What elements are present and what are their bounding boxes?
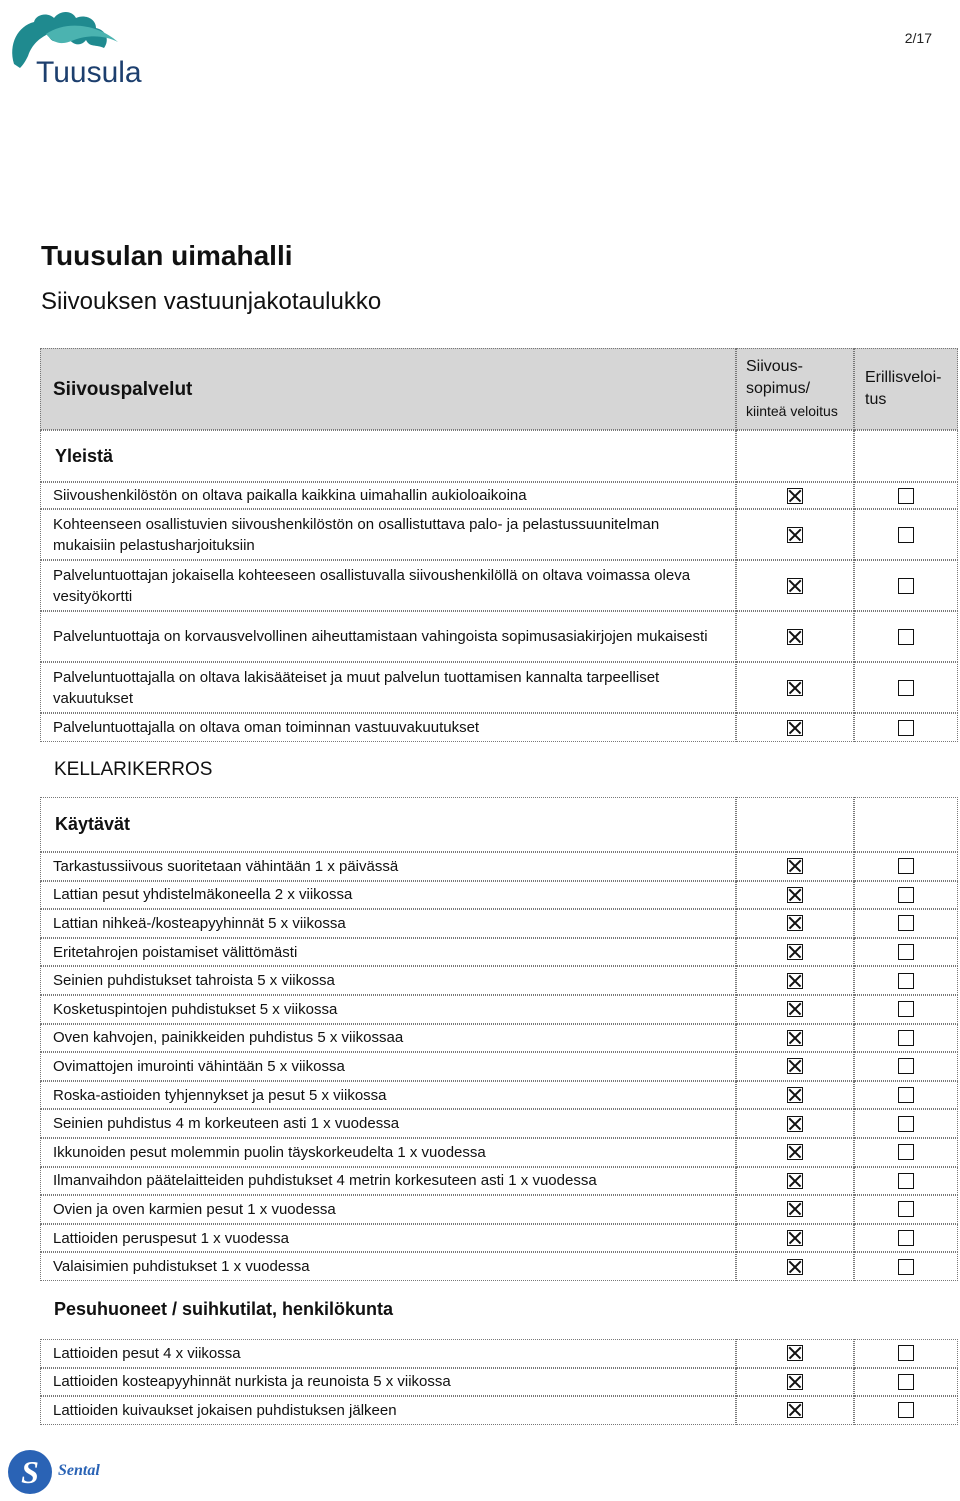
checked-box-icon[interactable] bbox=[787, 915, 803, 931]
checked-box-icon[interactable] bbox=[787, 1173, 803, 1189]
table-row bbox=[40, 966, 958, 995]
table-row bbox=[40, 1195, 958, 1224]
contract-cell bbox=[736, 1339, 854, 1368]
washroom-rows bbox=[40, 1339, 958, 1425]
contract-cell bbox=[736, 611, 854, 662]
checked-box-icon[interactable] bbox=[787, 1402, 803, 1418]
checked-box-icon[interactable] bbox=[787, 1201, 803, 1217]
task-description: Lattioiden peruspesut 1 x vuodessa bbox=[40, 1224, 736, 1253]
separate-cell bbox=[854, 909, 958, 938]
task-description: Kohteenseen osallistuvien siivoushenkilöstön on osallistuttava palo- ja pelastussuunitelman mukaisiin pelastusharjoituksiin bbox=[40, 509, 736, 560]
checked-box-icon[interactable] bbox=[787, 527, 803, 543]
empty-box-icon[interactable] bbox=[898, 1402, 914, 1418]
table-row bbox=[40, 1024, 958, 1053]
contract-header-line1: Siivous- bbox=[746, 358, 803, 375]
task-description: Lattian nihkeä-/kosteapyyhinnät 5 x viikossa bbox=[40, 909, 736, 938]
checked-box-icon[interactable] bbox=[787, 1087, 803, 1103]
task-description: Eritetahrojen poistamiset välittömästi bbox=[40, 938, 736, 967]
section-row-washrooms bbox=[40, 1281, 958, 1339]
checked-box-icon[interactable] bbox=[787, 1030, 803, 1046]
task-description: Palveluntuottajalla on oltava lakisääteiset ja muut palvelun tuottamisen kannalta tarpeelliset vakuutukset bbox=[40, 662, 736, 713]
empty-cell bbox=[736, 1281, 854, 1339]
empty-cell bbox=[854, 797, 958, 852]
empty-box-icon[interactable] bbox=[898, 1345, 914, 1361]
separate-cell bbox=[854, 1396, 958, 1425]
separate-cell bbox=[854, 1252, 958, 1281]
contract-cell bbox=[736, 1368, 854, 1397]
contract-cell bbox=[736, 662, 854, 713]
checked-box-icon[interactable] bbox=[787, 1374, 803, 1390]
checked-box-icon[interactable] bbox=[787, 1058, 803, 1074]
empty-box-icon[interactable] bbox=[898, 488, 914, 504]
separate-cell bbox=[854, 1224, 958, 1253]
separate-cell bbox=[854, 482, 958, 509]
section-row-general bbox=[40, 430, 958, 482]
separate-cell bbox=[854, 611, 958, 662]
checked-box-icon[interactable] bbox=[787, 720, 803, 736]
table-row bbox=[40, 909, 958, 938]
separate-cell bbox=[854, 1024, 958, 1053]
task-description: Palveluntuottaja on korvausvelvollinen aiheuttamistaan vahingoista sopimusasiakirjojen mukaisesti bbox=[40, 611, 736, 662]
empty-box-icon[interactable] bbox=[898, 527, 914, 543]
separate-cell bbox=[854, 852, 958, 881]
contract-cell bbox=[736, 1052, 854, 1081]
empty-box-icon[interactable] bbox=[898, 680, 914, 696]
checked-box-icon[interactable] bbox=[787, 1001, 803, 1017]
contract-cell bbox=[736, 1224, 854, 1253]
task-description: Tarkastussiivous suoritetaan vähintään 1 x päivässä bbox=[40, 852, 736, 881]
sental-logo-letter: S bbox=[21, 1453, 39, 1490]
task-description: Valaisimien puhdistukset 1 x vuodessa bbox=[40, 1252, 736, 1281]
table-row bbox=[40, 1167, 958, 1196]
contract-cell bbox=[736, 938, 854, 967]
separate-cell bbox=[854, 1109, 958, 1138]
contract-cell bbox=[736, 509, 854, 560]
task-description: Ovien ja oven karmien pesut 1 x vuodessa bbox=[40, 1195, 736, 1224]
task-description: Lattioiden pesut 4 x viikossa bbox=[40, 1339, 736, 1368]
separate-cell bbox=[854, 1368, 958, 1397]
separate-cell bbox=[854, 881, 958, 910]
empty-box-icon[interactable] bbox=[898, 1030, 914, 1046]
separate-column-header: Erillisveloi-tus bbox=[854, 348, 958, 430]
task-description: Roska-astioiden tyhjennykset ja pesut 5 x viikossa bbox=[40, 1081, 736, 1110]
separate-cell bbox=[854, 938, 958, 967]
empty-cell bbox=[736, 742, 854, 797]
task-description: Lattian pesut yhdistelmäkoneella 2 x viikossa bbox=[40, 881, 736, 910]
table-row bbox=[40, 1052, 958, 1081]
table-header-row bbox=[40, 348, 958, 430]
empty-box-icon[interactable] bbox=[898, 973, 914, 989]
task-description: Lattioiden kuivaukset jokaisen puhdistuksen jälkeen bbox=[40, 1396, 736, 1425]
contract-cell bbox=[736, 1024, 854, 1053]
table-row bbox=[40, 482, 958, 509]
checked-box-icon[interactable] bbox=[787, 1345, 803, 1361]
checked-box-icon[interactable] bbox=[787, 1230, 803, 1246]
section-title: Pesuhuoneet / suihkutilat, henkilökunta bbox=[54, 1299, 394, 1320]
table-row bbox=[40, 509, 958, 560]
logo-text: Tuusula bbox=[36, 56, 142, 89]
task-description: Seinien puhdistus 4 m korkeuteen asti 1 x vuodessa bbox=[40, 1109, 736, 1138]
empty-box-icon[interactable] bbox=[898, 720, 914, 736]
checked-box-icon[interactable] bbox=[787, 578, 803, 594]
checked-box-icon[interactable] bbox=[787, 680, 803, 696]
contract-cell bbox=[736, 1167, 854, 1196]
table-row bbox=[40, 1339, 958, 1368]
sental-s-icon bbox=[8, 1450, 52, 1494]
floor-row-basement bbox=[40, 742, 958, 797]
table-row bbox=[40, 995, 958, 1024]
contract-column-header bbox=[736, 348, 854, 430]
separate-cell bbox=[854, 509, 958, 560]
separate-cell bbox=[854, 662, 958, 713]
table-row bbox=[40, 1109, 958, 1138]
task-description: Ilmanvaihdon päätelaitteiden puhdistukset 4 metrin korkesuteen asti 1 x vuodessa bbox=[40, 1167, 736, 1196]
empty-box-icon[interactable] bbox=[898, 1144, 914, 1160]
section-row-corridors bbox=[40, 797, 958, 852]
checked-box-icon[interactable] bbox=[787, 1116, 803, 1132]
page-title: Tuusulan uimahalli bbox=[41, 240, 293, 271]
separate-cell bbox=[854, 1138, 958, 1167]
table-row bbox=[40, 560, 958, 611]
checked-box-icon[interactable] bbox=[787, 973, 803, 989]
task-description: Ovimattojen imurointi vähintään 5 x viikossa bbox=[40, 1052, 736, 1081]
contract-header-line3: kiinteä veloitus bbox=[746, 403, 838, 419]
separate-cell bbox=[854, 966, 958, 995]
services-header: Siivouspalvelut bbox=[40, 348, 736, 430]
sental-logo-text: Sental bbox=[58, 1462, 100, 1479]
empty-cell bbox=[736, 797, 854, 852]
contract-cell bbox=[736, 1252, 854, 1281]
page-subtitle: Siivouksen vastuunjakotaulukko bbox=[41, 288, 382, 315]
task-description: Siivoushenkilöstön on oltava paikalla kaikkina uimahallin aukioloaikoina bbox=[40, 482, 736, 509]
task-description: Palveluntuottajalla on oltava oman toiminnan vastuuvakuutukset bbox=[40, 713, 736, 742]
task-description: Kosketuspintojen puhdistukset 5 x viikossa bbox=[40, 995, 736, 1024]
empty-cell bbox=[854, 742, 958, 797]
task-description: Lattioiden kosteapyyhinnät nurkista ja reunoista 5 x viikossa bbox=[40, 1368, 736, 1397]
contract-cell bbox=[736, 995, 854, 1024]
task-description: Oven kahvojen, painikkeiden puhdistus 5 x viikossaa bbox=[40, 1024, 736, 1053]
contract-cell bbox=[736, 966, 854, 995]
empty-box-icon[interactable] bbox=[898, 1087, 914, 1103]
table-row bbox=[40, 881, 958, 910]
sental-logo bbox=[8, 1450, 128, 1496]
corridor-rows bbox=[40, 852, 958, 1281]
table-row bbox=[40, 852, 958, 881]
empty-box-icon[interactable] bbox=[898, 1058, 914, 1074]
table-row bbox=[40, 1224, 958, 1253]
contract-cell bbox=[736, 909, 854, 938]
task-description: Seinien puhdistukset tahroista 5 x viikossa bbox=[40, 966, 736, 995]
empty-box-icon[interactable] bbox=[898, 887, 914, 903]
checked-box-icon[interactable] bbox=[787, 944, 803, 960]
empty-cell bbox=[854, 430, 958, 482]
empty-box-icon[interactable] bbox=[898, 578, 914, 594]
separate-cell bbox=[854, 713, 958, 742]
table-row bbox=[40, 662, 958, 713]
checked-box-icon[interactable] bbox=[787, 1259, 803, 1275]
empty-box-icon[interactable] bbox=[898, 944, 914, 960]
empty-box-icon[interactable] bbox=[898, 1116, 914, 1132]
empty-box-icon[interactable] bbox=[898, 915, 914, 931]
empty-box-icon[interactable] bbox=[898, 1201, 914, 1217]
page-number: 2/17 bbox=[904, 30, 932, 46]
empty-cell bbox=[736, 430, 854, 482]
tuusula-logo bbox=[6, 4, 156, 94]
contract-cell bbox=[736, 1109, 854, 1138]
general-rows bbox=[40, 482, 958, 742]
responsibility-table bbox=[40, 348, 958, 1425]
separate-cell bbox=[854, 1052, 958, 1081]
empty-box-icon[interactable] bbox=[898, 1173, 914, 1189]
separate-cell bbox=[854, 995, 958, 1024]
floor-title: KELLARIKERROS bbox=[54, 759, 213, 780]
empty-box-icon[interactable] bbox=[898, 1230, 914, 1246]
contract-cell bbox=[736, 852, 854, 881]
checked-box-icon[interactable] bbox=[787, 629, 803, 645]
contract-cell bbox=[736, 1138, 854, 1167]
table-row bbox=[40, 1368, 958, 1397]
contract-cell bbox=[736, 713, 854, 742]
separate-cell bbox=[854, 560, 958, 611]
checked-box-icon[interactable] bbox=[787, 488, 803, 504]
table-row bbox=[40, 713, 958, 742]
table-row bbox=[40, 611, 958, 662]
empty-box-icon[interactable] bbox=[898, 1001, 914, 1017]
empty-box-icon[interactable] bbox=[898, 858, 914, 874]
table-row bbox=[40, 1252, 958, 1281]
empty-cell bbox=[854, 1281, 958, 1339]
contract-cell bbox=[736, 482, 854, 509]
separate-cell bbox=[854, 1081, 958, 1110]
contract-cell bbox=[736, 1195, 854, 1224]
empty-box-icon[interactable] bbox=[898, 1259, 914, 1275]
task-description: Palveluntuottajan jokaisella kohteeseen osallistuvalla siivoushenkilöllä on oltava voimassa oleva vesityökortti bbox=[40, 560, 736, 611]
contract-cell bbox=[736, 1396, 854, 1425]
contract-cell bbox=[736, 881, 854, 910]
empty-box-icon[interactable] bbox=[898, 629, 914, 645]
checked-box-icon[interactable] bbox=[787, 858, 803, 874]
table-row bbox=[40, 1396, 958, 1425]
table-row bbox=[40, 938, 958, 967]
table-row bbox=[40, 1081, 958, 1110]
task-description: Ikkunoiden pesut molemmin puolin täyskorkeudelta 1 x vuodessa bbox=[40, 1138, 736, 1167]
section-title: Yleistä bbox=[40, 430, 736, 482]
checked-box-icon[interactable] bbox=[787, 1144, 803, 1160]
table-row bbox=[40, 1138, 958, 1167]
contract-header-line2: sopimus/ bbox=[746, 380, 811, 397]
checked-box-icon[interactable] bbox=[787, 887, 803, 903]
separate-cell bbox=[854, 1339, 958, 1368]
section-title: Käytävät bbox=[40, 797, 736, 852]
contract-cell bbox=[736, 1081, 854, 1110]
contract-cell bbox=[736, 560, 854, 611]
separate-cell bbox=[854, 1195, 958, 1224]
empty-box-icon[interactable] bbox=[898, 1374, 914, 1390]
separate-cell bbox=[854, 1167, 958, 1196]
